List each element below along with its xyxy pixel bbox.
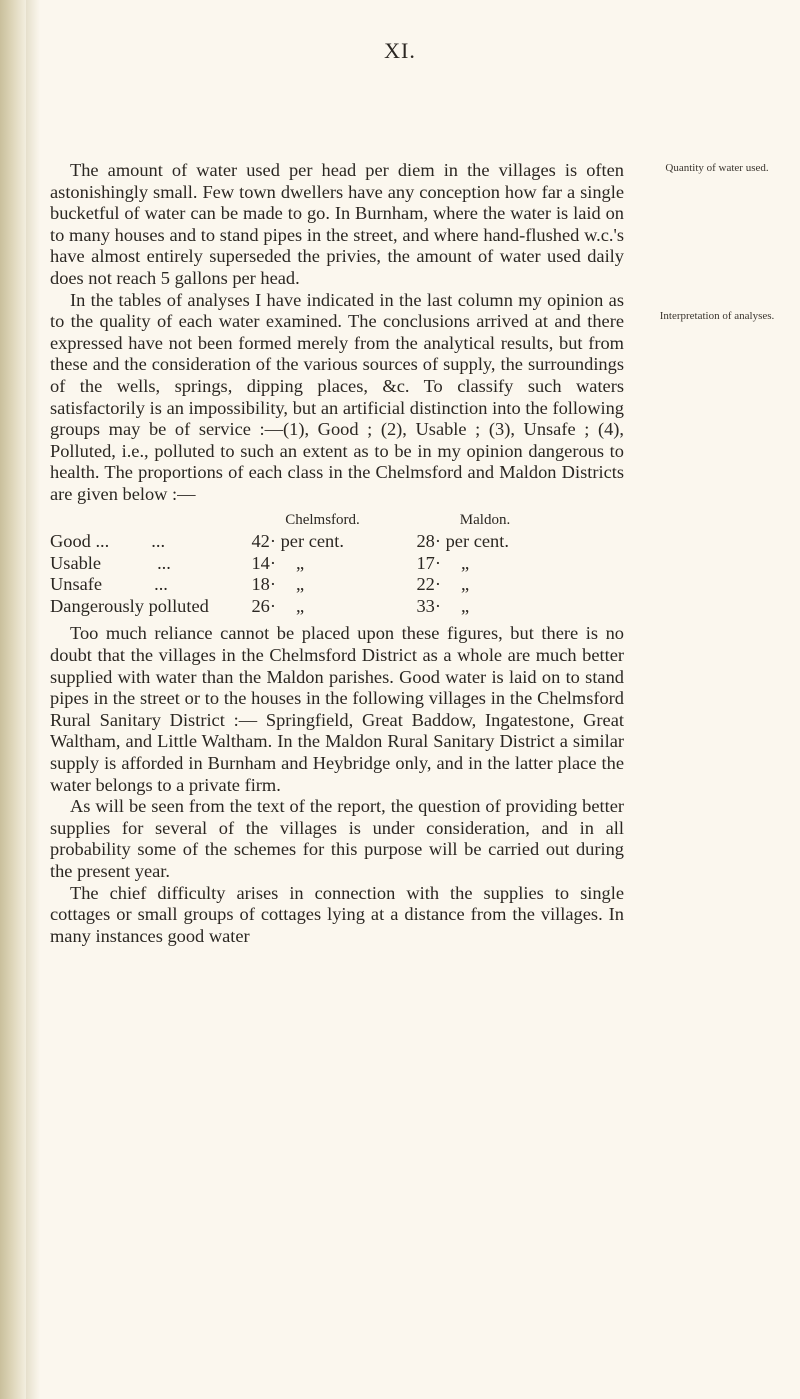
table-header-row: [50, 510, 565, 532]
maldon-unit: „: [461, 574, 470, 595]
table-row-dangerously-polluted: [50, 596, 565, 618]
chelmsford-value: 42·: [251, 531, 276, 552]
chelmsford-value: 14·: [251, 552, 276, 573]
page-binding-edge: [0, 0, 26, 1399]
page-binding-shadow: [26, 0, 40, 1399]
row-label: Usable: [50, 552, 102, 573]
paragraph-better-supplies: As will be seen from the text of the report, the question of providing better supplies for several of the villages is under consideration, and in all probability some of the schemes for this purpose will be carried out during the present year.: [50, 796, 624, 881]
body-text: [50, 160, 624, 947]
margin-note-interpretation: Interpretation of analyses.: [659, 310, 775, 322]
header-chelmsford: Chelmsford.: [285, 511, 360, 528]
chelmsford-value: 26·: [251, 595, 276, 616]
table-row-unsafe: [50, 574, 565, 596]
chelmsford-unit: „: [296, 574, 305, 595]
chelmsford-unit: per cent.: [280, 531, 344, 552]
paragraph-analyses-interpretation: In the tables of analyses I have indicated in the last column my opinion as to the quality of each water examined. The conclusions arrived at and there expressed have not been formed merely from the analytical results, but from these and the consideration of the various sources of supply, the surroundings of the wells, springs, dipping places, &c. To classify such waters satisfactorily is an impossibility, but an artificial distinction into the following groups may be of service :—(1), Good ; (2), Usable ; (3), Unsafe ; (4), Polluted, i.e., polluted to such an extent as to be in my opinion dangerous to health. The proportions of each class in the Chelmsford and Maldon Districts are given below :—: [50, 289, 624, 504]
maldon-value: 17·: [416, 552, 441, 573]
water-quality-table: [50, 510, 565, 618]
maldon-unit: „: [461, 595, 470, 616]
row-label: Good ...: [50, 531, 110, 552]
maldon-value: 33·: [416, 595, 441, 616]
table-row-good: [50, 531, 565, 553]
page-number: XI.: [384, 38, 416, 63]
paragraph-water-quantity: The amount of water used per head per diem in the villages is often astonishingly small. Few town dwellers have any conception how far a single bucketful of water can be made to go. In Burnham, where the water is laid on to many houses and to stand pipes in the street, and where hand-flushed w.c.'s have almost entirely superseded the privies, the amount of water used daily does not reach 5 gallons per head.: [50, 160, 624, 288]
row-dots: ...: [154, 574, 168, 595]
paragraph-cottage-supplies: The chief difficulty arises in connection with the supplies to single cottages or small groups of cottages lying at a distance from the villages. In many instances good water: [50, 882, 624, 946]
maldon-unit: „: [461, 552, 470, 573]
chelmsford-value: 18·: [251, 574, 276, 595]
header-maldon: Maldon.: [459, 511, 511, 528]
maldon-unit: per cent.: [445, 531, 509, 552]
row-dots: ...: [157, 552, 171, 573]
maldon-value: 28·: [416, 531, 441, 552]
maldon-value: 22·: [416, 574, 441, 595]
row-label: Dangerously polluted: [50, 595, 209, 616]
margin-note-quantity: Quantity of water used.: [665, 162, 769, 174]
chelmsford-unit: „: [296, 552, 305, 573]
row-dots: ...: [151, 531, 166, 552]
chelmsford-unit: „: [296, 595, 305, 616]
row-label: Unsafe: [50, 574, 103, 595]
paragraph-figures-reliance: Too much reliance cannot be placed upon these figures, but there is no doubt that the villages in the Chelmsford District as a whole are much better supplied with water than the Maldon parishes. Good water is laid on to stand pipes in the street or to the houses in the following villages in the Chelmsford Rural Sanitary District :— Springfield, Great Baddow, Ingatestone, Great Waltham, and Little Waltham. In the Maldon Rural Sanitary District a similar supply is afforded in Burnham and Heybridge only, and in the latter place the water belongs to a private firm.: [50, 623, 624, 795]
table-row-usable: [50, 553, 565, 575]
